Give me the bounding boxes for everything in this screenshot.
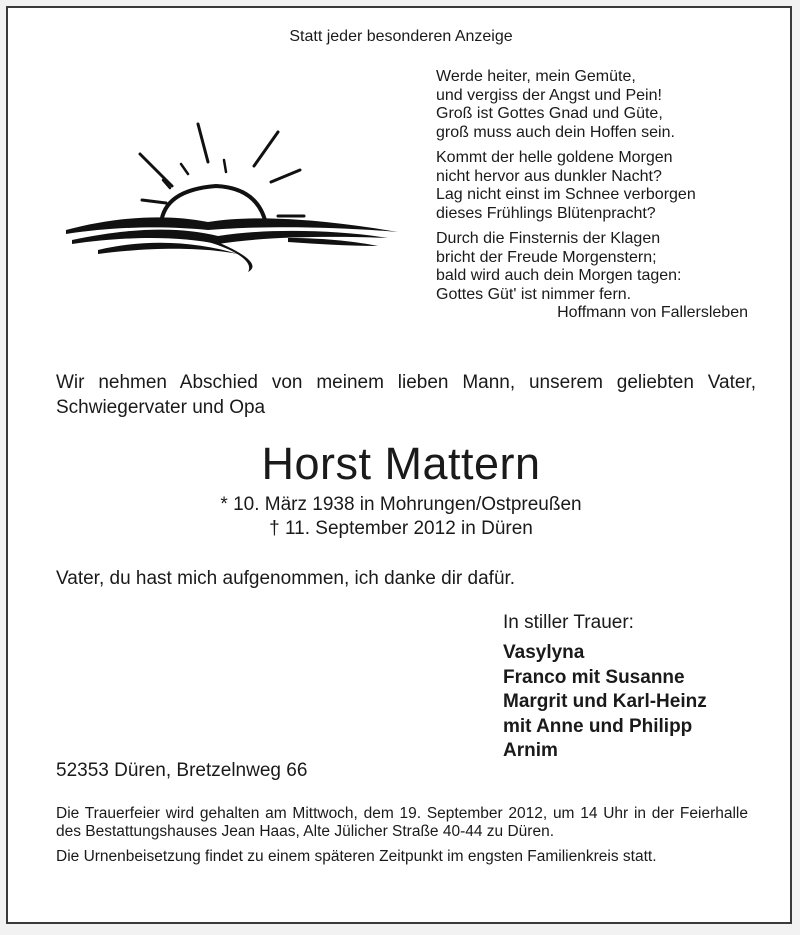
- poem-author: Hoffmann von Fallersleben: [557, 304, 748, 321]
- poem-line: Groß ist Gottes Gnad und Güte,: [436, 105, 663, 122]
- poem-line: Lag nicht einst im Schnee verborgen: [436, 186, 696, 203]
- death-date: † 11. September 2012 in Düren: [269, 518, 533, 539]
- poem-line: dieses Frühlings Blütenpracht?: [436, 204, 656, 222]
- obituary-notice: [6, 6, 792, 924]
- funeral-notice: [56, 805, 748, 874]
- mourning-title: In stiller Trauer:: [503, 612, 634, 633]
- deceased-name: Horst Mattern: [261, 438, 541, 489]
- ceremony-info: Die Trauerfeier wird gehalten am Mittwoch, dem 19. September 2012, um 14 Uhr in der Feierhalle des Bestattungshauses Jean Haas, Alte Jülicher Straße 40-44 zu Düren.: [56, 805, 748, 840]
- poem-stanza: [436, 68, 756, 142]
- poem-line: nicht hervor aus dunkler Nacht?: [436, 167, 662, 185]
- poem-line: und vergiss der Angst und Pein!: [436, 86, 662, 104]
- mourner-name: Arnim: [503, 740, 558, 761]
- header-line: Statt jeder besonderen Anzeige: [289, 28, 513, 45]
- poem-line: bricht der Freude Morgenstern;: [436, 248, 657, 266]
- farewell-intro: Wir nehmen Abschied von meinem lieben Mann, unserem geliebten Vater, Schwiegervater und Opa: [56, 372, 756, 418]
- family-address: 52353 Düren, Bretzelnweg 66: [56, 760, 308, 781]
- life-dates: [8, 493, 794, 541]
- mourner-list: [503, 641, 707, 764]
- poem-stanza: [436, 230, 756, 304]
- mourner-name: mit Anne und Philipp: [503, 715, 693, 737]
- poem-line: Gottes Güt' ist nimmer fern.: [436, 285, 632, 303]
- poem: [436, 68, 756, 323]
- birth-date: * 10. März 1938 in Mohrungen/Ostpreußen: [220, 494, 582, 515]
- mourner-name: Margrit und Karl-Heinz: [503, 691, 707, 712]
- poem-line: Kommt der helle goldene Morgen: [436, 149, 673, 166]
- farewell-quote: Vater, du hast mich aufgenommen, ich danke dir dafür.: [56, 568, 516, 589]
- urn-burial-info: Die Urnenbeisetzung findet zu einem späteren Zeitpunkt im engsten Familienkreis statt.: [56, 848, 657, 865]
- poem-line: groß muss auch dein Hoffen sein.: [436, 123, 675, 141]
- poem-line: Durch die Finsternis der Klagen: [436, 230, 661, 247]
- mourner-name: Vasylyna: [503, 642, 585, 663]
- mourner-name: Franco mit Susanne: [503, 666, 685, 688]
- poem-stanza: [436, 149, 756, 223]
- rising-sun-illustration: [58, 104, 398, 279]
- poem-line: bald wird auch dein Morgen tagen:: [436, 267, 682, 284]
- poem-line: Werde heiter, mein Gemüte,: [436, 68, 636, 85]
